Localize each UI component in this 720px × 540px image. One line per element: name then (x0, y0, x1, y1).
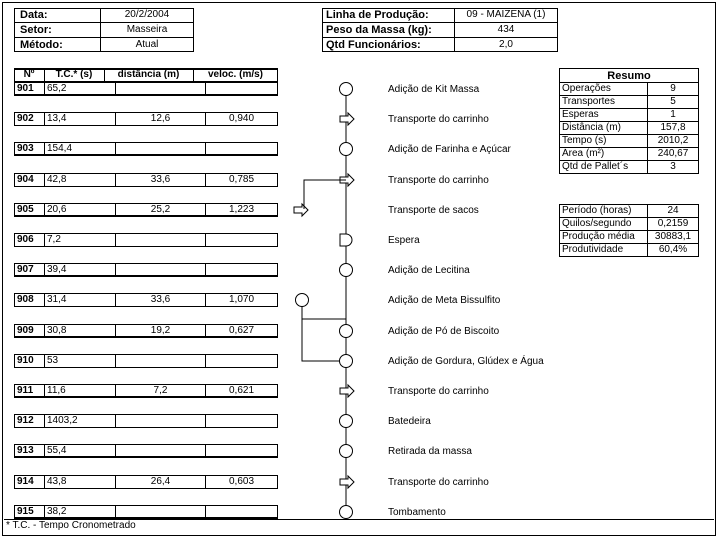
step-velocity: 0,627 (206, 324, 278, 338)
step-number: 911 (14, 384, 44, 398)
step-number: 904 (14, 173, 44, 187)
step-velocity: 1,223 (206, 203, 278, 217)
resumo-value: 240,67 (648, 148, 699, 161)
step-time: 11,6 (44, 384, 116, 398)
step-time: 7,2 (44, 233, 116, 247)
step-time: 42,8 (44, 173, 116, 187)
data-value: 20/2/2004 (124, 9, 170, 20)
step-distance: 12,6 (116, 112, 206, 126)
resumo-value: 2010,2 (648, 135, 699, 148)
resumo-label: Área (m²) (560, 148, 648, 161)
step-description: Adição de Gordura, Glúdex e Água (388, 356, 544, 367)
step-description: Adição de Meta Bissulfito (388, 295, 501, 306)
resumo-label: Distância (m) (560, 122, 648, 135)
step-number: 908 (14, 293, 44, 307)
setor-label: Setor: (20, 24, 52, 36)
col-tc-header: T.C.* (s) (55, 69, 93, 80)
resumo-title: Resumo (560, 69, 699, 83)
step-time: 20,6 (44, 203, 116, 217)
step-description: Transporte do carrinho (388, 114, 489, 125)
metodo-label: Método: (20, 39, 63, 51)
resumo-label: Produtividade (560, 244, 648, 257)
step-distance: 33,6 (116, 293, 206, 307)
linha-label: Linha de Produção: (326, 9, 429, 21)
step-distance: 26,4 (116, 475, 206, 489)
resumo-label: Quilos/segundo (560, 218, 648, 231)
step-description: Adição de Kit Massa (388, 84, 480, 95)
metodo-value: Atual (135, 39, 159, 50)
resumo-value: 60,4% (648, 244, 699, 257)
step-description: Retirada da massa (388, 446, 472, 457)
step-number: 907 (14, 263, 44, 277)
step-number: 909 (14, 324, 44, 338)
step-time: 13,4 (44, 112, 116, 126)
step-description: Transporte do carrinho (388, 477, 489, 488)
qtd-value: 2,0 (499, 39, 513, 50)
step-description: Batedeira (388, 416, 431, 427)
step-number: 905 (14, 203, 44, 217)
resumo-label: Qtd de Pallet´s (560, 161, 648, 174)
resumo-value: 157,8 (648, 122, 699, 135)
step-time: 31,4 (44, 293, 116, 307)
col-n-header: Nº (23, 69, 35, 80)
step-number: 913 (14, 444, 44, 458)
step-description: Adição de Pó de Biscoito (388, 326, 500, 337)
footnote: * T.C. - Tempo Cronometrado (6, 520, 136, 531)
step-velocity: 0,940 (206, 112, 278, 126)
step-number: 903 (14, 142, 44, 156)
step-velocity: 0,785 (206, 173, 278, 187)
step-time: 38,2 (44, 505, 116, 519)
step-distance: 19,2 (116, 324, 206, 338)
resumo-value: 1 (648, 109, 699, 122)
step-distance: 33,6 (116, 173, 206, 187)
step-time: 43,8 (44, 475, 116, 489)
setor-value: Masseira (126, 24, 168, 35)
step-distance: 7,2 (116, 384, 206, 398)
qtd-label: Qtd Funcionários: (326, 39, 421, 51)
data-label: Data: (20, 9, 48, 21)
resumo-label: Transportes (560, 96, 648, 109)
peso-label: Peso da Massa (kg): (326, 24, 432, 36)
step-velocity: 0,603 (206, 475, 278, 489)
page-frame (2, 2, 716, 536)
step-time: 30,8 (44, 324, 116, 338)
step-description: Espera (388, 235, 420, 246)
step-description: Adição de Farinha e Açúcar (388, 144, 511, 155)
step-number: 902 (14, 112, 44, 126)
step-time: 65,2 (44, 82, 116, 96)
step-velocity: 1,070 (206, 293, 278, 307)
step-number: 906 (14, 233, 44, 247)
step-time: 39,4 (44, 263, 116, 277)
step-description: Transporte do carrinho (388, 386, 489, 397)
step-number: 901 (14, 82, 44, 96)
step-time: 154,4 (44, 142, 116, 156)
step-velocity: 0,621 (206, 384, 278, 398)
step-number: 910 (14, 354, 44, 368)
resumo-value: 0,2159 (648, 218, 699, 231)
resumo-value: 5 (648, 96, 699, 109)
resumo-label: Tempo (s) (560, 135, 648, 148)
resumo-label: Esperas (560, 109, 648, 122)
linha-value: 09 - MAIZENA (1) (466, 9, 546, 20)
peso-value: 434 (497, 24, 515, 35)
step-time: 1403,2 (44, 414, 116, 428)
col-veloc-header: veloc. (m/s) (207, 69, 264, 80)
step-number: 915 (14, 505, 44, 519)
step-distance: 25,2 (116, 203, 206, 217)
resumo-value: 30883,1 (648, 231, 699, 244)
resumo-label: Período (horas) (560, 205, 648, 218)
resumo-label: Operações (560, 83, 648, 96)
step-description: Transporte de sacos (388, 205, 479, 216)
step-time: 55,4 (44, 444, 116, 458)
col-dist-header: distância (m) (117, 69, 180, 80)
resumo-value: 9 (648, 83, 699, 96)
step-description: Adição de Lecitina (388, 265, 470, 276)
resumo-label: Produção média (560, 231, 648, 244)
step-number: 914 (14, 475, 44, 489)
step-number: 912 (14, 414, 44, 428)
step-description: Transporte do carrinho (388, 175, 489, 186)
step-time: 53 (44, 354, 116, 368)
resumo-value: 24 (648, 205, 699, 218)
resumo-value: 3 (648, 161, 699, 174)
step-description: Tombamento (388, 507, 446, 518)
